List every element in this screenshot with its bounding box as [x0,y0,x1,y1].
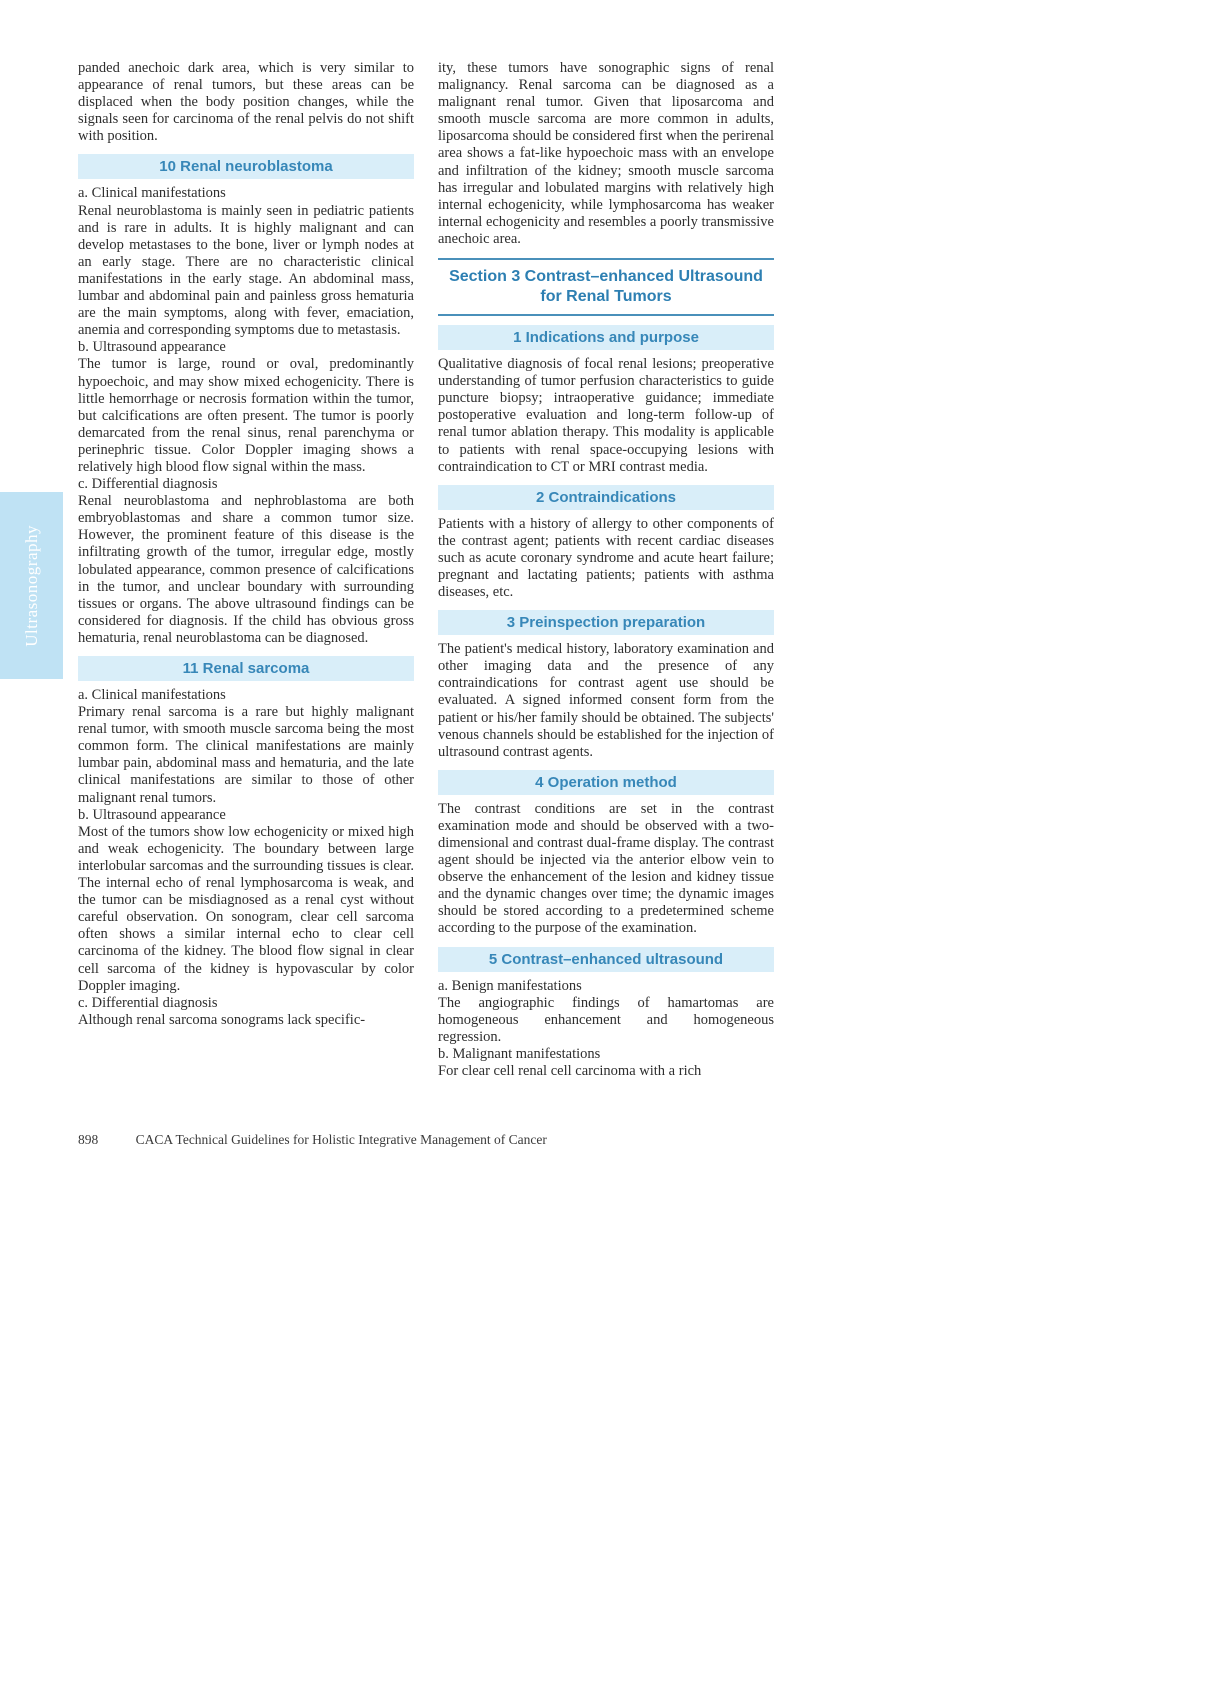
paragraph-malignant-manifestations-start: For clear cell renal cell carcinoma with a rich [438,1063,702,1080]
left-text-column [78,60,414,1029]
chapter-side-tab-label: Ultrasonography [21,524,41,647]
subsection-label-differential-diagnosis: c. Differential diagnosis [78,994,218,1011]
paragraph-sarcoma-differential-start: Although renal sarcoma sonograms lack specific- [78,1011,366,1028]
paragraph-operation-method: The contrast conditions are set in the contrast examination mode and should be observed with a two-dimensional and contrast dual-frame display. The contrast agent should be injected via the anterior elbow vein to observe the enhancement of the lesion and kidney tissue and the dynamic changes over time; the dynamic images should be stored according to a predetermined scheme according to the purpose of the examination. [438,800,774,937]
paragraph-neuroblastoma-clinical: Renal neuroblastoma is mainly seen in pediatric patients and is rare in adults. It is highly malignant and can develop metastases to the bone, liver or lymph nodes at an early stage. There are no characteristic clinical manifestations in the early stage. An abdominal mass, lumbar and abdominal pain and painless gross hematuria are the main symptoms, along with fever, emaciation, anemia and corresponding symptoms due to metastasis. [78,202,414,339]
section-rule-bottom [438,314,774,316]
subsection-label-benign-manifestations: a. Benign manifestations [438,977,582,994]
section-3-title [438,267,774,306]
right-text-column [438,60,774,1080]
band-10-renal-neuroblastoma: 10 Renal neuroblastoma [78,154,414,179]
running-book-title: CACA Technical Guidelines for Holistic Integrative Management of Cancer [135,1132,547,1147]
band-2-contraindications: 2 Contraindications [438,485,774,510]
page-footer [78,1132,547,1148]
band-3-preinspection-preparation: 3 Preinspection preparation [438,610,774,635]
subsection-label-ultrasound-appearance: b. Ultrasound appearance [78,806,226,823]
band-11-renal-sarcoma: 11 Renal sarcoma [78,656,414,681]
section-3-header [438,258,774,316]
paragraph-neuroblastoma-ultrasound: The tumor is large, round or oval, predominantly hypoechoic, and may show mixed echogenicity. There is little hemorrhage or necrosis formation within the tumor, but calcifications are often present. The tumor is poorly demarcated from the renal sinus, renal parenchyma or perinephric tissue. Color Doppler imaging shows a relatively high blood flow signal within the mass. [78,356,414,475]
paragraph-contraindications: Patients with a history of allergy to other components of the contrast agent; patients with recent cardiac diseases such as acute coronary syndrome and acute heart failure; pregnant and lactating patients; patients with asthma diseases, etc. [438,515,774,601]
page-number: 898 [78,1132,99,1147]
paragraph-preinspection: The patient's medical history, laboratory examination and other imaging data and the presence of any contraindications for contrast agent use should be evaluated. A signed informed consent form from the patient or his/her family should be obtained. The subjects' venous channels should be established for the injection of ultrasound contrast agents. [438,641,774,760]
section-3-title-line2: for Renal Tumors [540,287,672,305]
paragraph-sarcoma-clinical: Primary renal sarcoma is a rare but highly malignant renal tumor, with smooth muscle sarcoma being the most common form. The clinical manifestations are mainly lumbar pain, abdominal mass and hematuria, and the late clinical manifestations are similar to those of other malignant renal tumors. [78,704,414,806]
paragraph-continued-from-previous-page: panded anechoic dark area, which is very similar to appearance of renal tumors, but these areas can be displaced when the body position changes, while the signals seen for carcinoma of the renal pelvis do not shift with position. [78,60,414,145]
chapter-side-tab [0,492,63,679]
paragraph-benign-manifestations: The angiographic findings of hamartomas are homogeneous enhancement and homogeneous regression. [438,994,774,1045]
subsection-label-differential-diagnosis: c. Differential diagnosis [78,476,218,493]
paragraph-sarcoma-ultrasound: Most of the tumors show low echogenicity or mixed high and weak echogenicity. The boundary between large interlobular sarcomas and the surrounding tissues is clear. The internal echo of renal lymphosarcoma is weak, and the tumor can be misdiagnosed as a renal cyst without careful observation. On sonogram, clear cell sarcoma often shows a similar internal echo to clear cell carcinoma of the kidney. The blood flow signal in clear cell sarcoma of the kidney is hypovascular by color Doppler imaging. [78,823,414,994]
section-3-title-line1: Section 3 Contrast–enhanced Ultrasound [449,268,763,286]
paragraph-sarcoma-differential-continued: ity, these tumors have sonographic signs of renal malignancy. Renal sarcoma can be diagnosed as a malignant renal tumor. Given that liposarcoma and smooth muscle sarcoma are more common in adults, liposarcoma should be considered first when the perirenal area shows a fat-like hypoechoic mass with an envelope and infiltration of the kidney; smooth muscle sarcoma has irregular and lobulated margins with relatively high internal echogenicity, while lymphosarcoma has weaker internal echogenicity and resembles a poorly transmissive anechoic area. [438,60,774,247]
band-1-indications-and-purpose: 1 Indications and purpose [438,325,774,350]
band-5-contrast-enhanced-ultrasound: 5 Contrast–enhanced ultrasound [438,947,774,972]
subsection-label-malignant-manifestations: b. Malignant manifestations [438,1045,601,1062]
band-4-operation-method: 4 Operation method [438,770,774,795]
section-rule-top [438,258,774,260]
paragraph-neuroblastoma-differential: Renal neuroblastoma and nephroblastoma are both embryoblastomas and share a common tumor size. However, the prominent feature of this disease is the infiltrating growth of the tumor, irregular edge, mostly lobulated appearance, common presence of calcifications in the tumor, and unclear boundary with surrounding tissues or organs. The above ultrasound findings can be considered for diagnosis. If the child has obvious gross hematuria, renal neuroblastoma can be diagnosed. [78,493,414,646]
subsection-label-clinical-manifestations: a. Clinical manifestations [78,687,226,703]
subsection-label-clinical-manifestations: a. Clinical manifestations [78,185,226,202]
subsection-label-ultrasound-appearance: b. Ultrasound appearance [78,339,226,356]
paragraph-indications: Qualitative diagnosis of focal renal lesions; preoperative understanding of tumor perfusion characteristics to guide puncture biopsy; intraoperative guidance; immediate postoperative evaluation and long-term follow-up of renal tumor ablation therapy. This modality is applicable to patients with renal space-occupying lesions with contraindication to CT or MRI contrast media. [438,356,774,475]
